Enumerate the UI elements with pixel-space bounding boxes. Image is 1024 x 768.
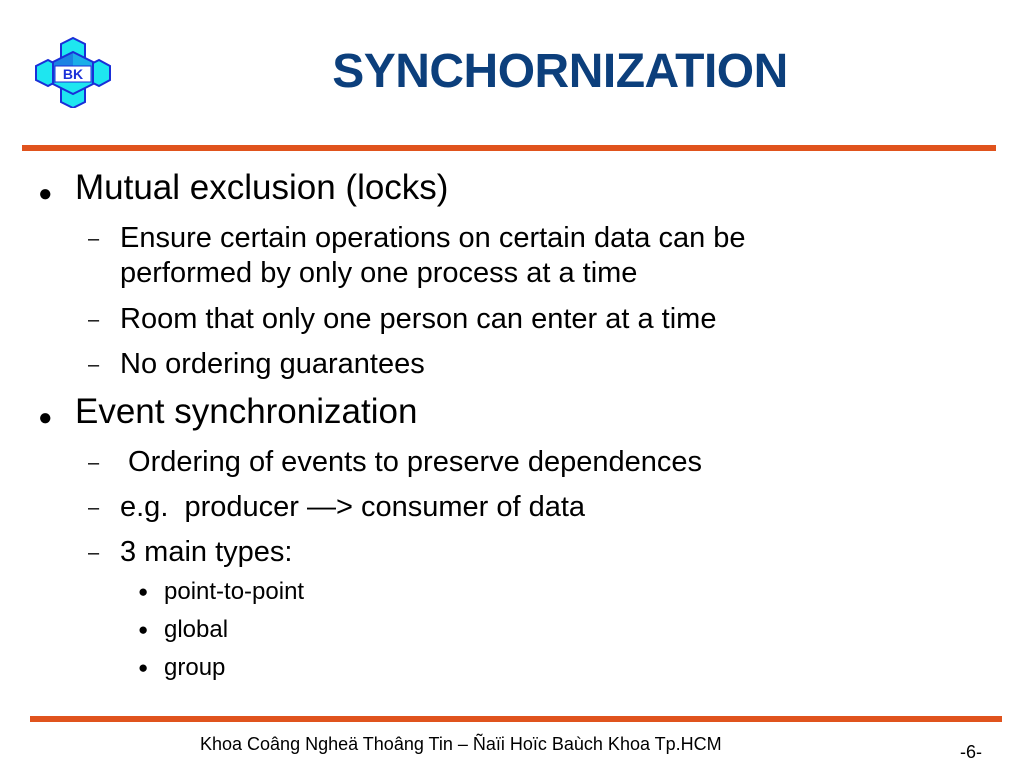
slide-title: SYNCHORNIZATION [332, 45, 788, 98]
bullet-icon: ● [38, 404, 53, 431]
dash-icon: – [88, 228, 100, 250]
dash-icon: – [88, 309, 100, 331]
dash-icon: – [88, 497, 100, 519]
bk-logo [33, 36, 113, 108]
sub-item: No ordering guarantees [120, 348, 425, 380]
page-number: -6- [960, 742, 982, 762]
sub-item: 3 main types: [120, 536, 293, 568]
top-divider [22, 145, 996, 151]
sub-item: Ensure certain operations on certain data can be [120, 222, 746, 254]
dash-icon: – [88, 542, 100, 564]
bullet-icon: ● [38, 180, 53, 207]
footer-text: Khoa Coâng Ngheä Thoâng Tin – Ñaïi Hoïc Baùch Khoa Tp.HCM [200, 734, 722, 754]
type-item: point-to-point [164, 578, 305, 605]
type-item: group [164, 654, 226, 681]
dash-icon: – [88, 354, 100, 376]
bullet-mutual-exclusion: Mutual exclusion (locks) [75, 168, 449, 207]
logo-text: BK [62, 66, 84, 82]
dash-icon: – [88, 452, 100, 474]
sub-item: e.g. producer —> consumer of data [120, 491, 586, 523]
bullet-event-synchronization: Event synchronization [75, 392, 418, 431]
small-bullet-icon: ● [138, 620, 149, 639]
bottom-divider [30, 716, 1002, 722]
type-item: global [164, 616, 229, 643]
sub-item: Ordering of events to preserve dependences [120, 446, 702, 478]
small-bullet-icon: ● [138, 658, 149, 677]
sub-item: Room that only one person can enter at a time [120, 303, 717, 335]
sub-item-continuation: performed by only one process at a time [120, 257, 638, 289]
small-bullet-icon: ● [138, 582, 149, 601]
